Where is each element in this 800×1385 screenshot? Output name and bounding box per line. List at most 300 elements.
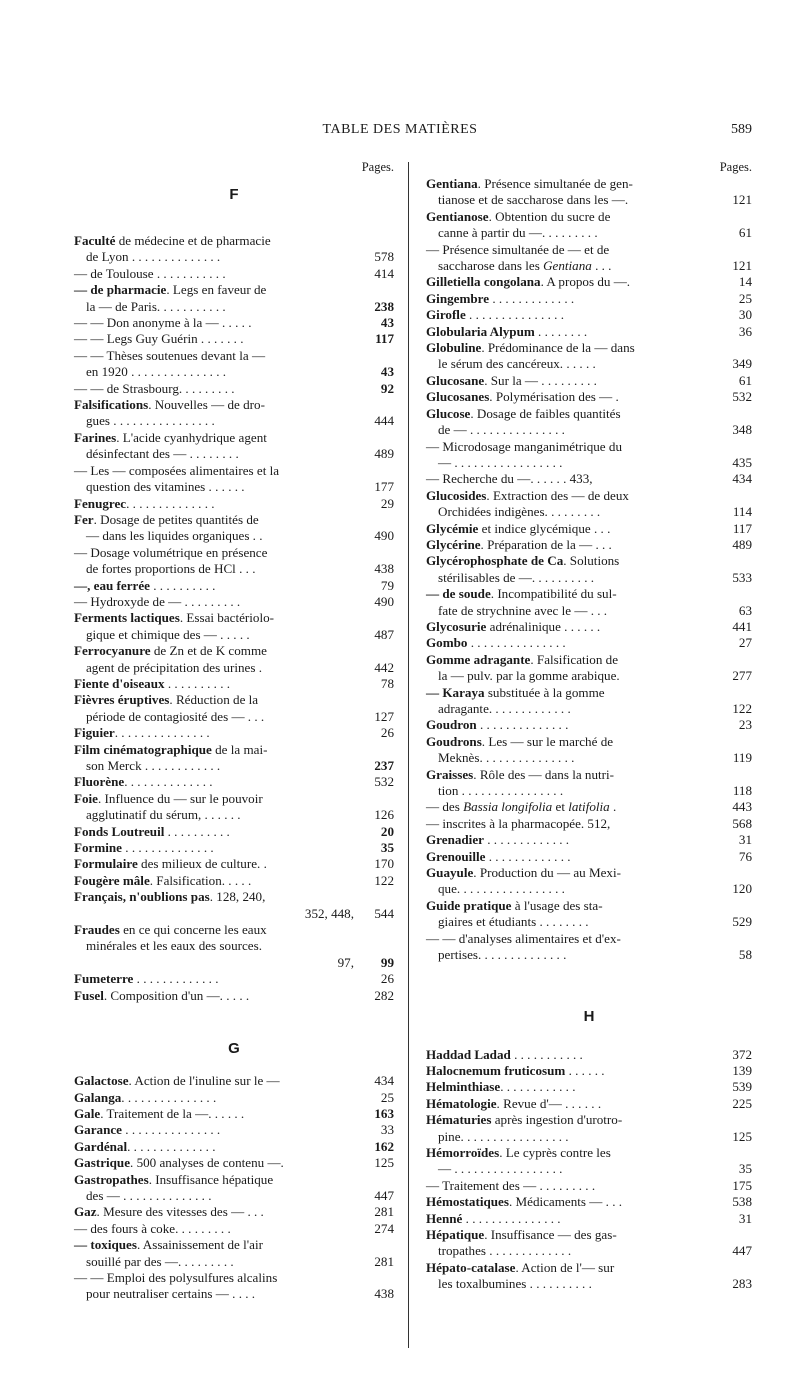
entry-keyword: Gastropathes (74, 1171, 149, 1187)
page-ref: 43 (380, 315, 394, 331)
entry-keyword: Gomme adragante (426, 651, 531, 667)
entry-text: gues . . . . . . . . . . . . . . . . (86, 413, 215, 429)
entry-line (74, 299, 354, 315)
page-ref: 225 (732, 1095, 752, 1111)
entry-keyword: Girofle (426, 307, 466, 323)
entry-line (74, 282, 354, 298)
page-ref: 126 (374, 807, 394, 823)
entry-text: . Solutions (563, 553, 620, 569)
index-entry (74, 692, 394, 725)
section-letter: G (228, 1040, 240, 1058)
entry-keyword: Fenugrec (74, 495, 127, 511)
page-ref: 125 (732, 1128, 752, 1144)
entry-keyword: Galanga (74, 1089, 122, 1105)
index-entry (74, 1172, 394, 1205)
index-entry (426, 1211, 752, 1227)
page-ref: 78 (380, 675, 394, 691)
entry-line (426, 652, 712, 668)
entry-keyword: Hématologie (426, 1095, 497, 1111)
entry-line (426, 668, 712, 684)
entry-text: les toxalbumines . . . . . . . . . . (438, 1276, 592, 1292)
entry-line (74, 988, 354, 1004)
page-ref: 119 (732, 750, 752, 766)
column-divider (408, 162, 409, 1348)
entry-line (426, 504, 712, 520)
page-ref: 120 (732, 881, 752, 897)
entry-text: . . . . . . . . . . . . . . (122, 840, 214, 856)
entry-text: après ingestion d'urotro- (491, 1112, 623, 1128)
index-entry (426, 488, 752, 521)
entry-keyword: Guayule (426, 865, 474, 881)
index-entry (426, 553, 752, 586)
page-number: 589 (731, 122, 752, 137)
entry-text: en ce qui concerne les eaux (119, 922, 267, 938)
entry-line (74, 1139, 354, 1155)
page-ref: 532 (732, 389, 752, 405)
entry-keyword: Graisses (426, 766, 474, 782)
index-entry (426, 1063, 752, 1079)
entry-text: — Hydroxyde de — . . . . . . . . . (74, 593, 241, 609)
page-ref: 487 (374, 626, 394, 642)
entry-line (426, 537, 712, 553)
entry-text: . Dosage de petites quantités de (93, 511, 259, 527)
page-ref: 117 (375, 331, 394, 347)
entry-text: . Réduction de la (169, 692, 259, 708)
entry-text: . Influence du — sur le pouvoir (98, 790, 263, 806)
page-ref: 282 (374, 987, 394, 1003)
entry-line (426, 701, 712, 717)
pages-label: Pages. (361, 160, 394, 174)
entry-keyword: Fraudes (74, 922, 120, 938)
entry-text: . Essai bactériolo- (179, 610, 274, 626)
entry-keyword: — de soude (426, 586, 491, 602)
entry-text: que. . . . . . . . . . . . . . . . . (438, 881, 565, 897)
page-ref: 122 (732, 701, 752, 716)
entry-text: . . . . . . . . . . . . . . (127, 1138, 216, 1154)
index-entry (426, 619, 752, 635)
entry-text: pour neutraliser certains — . . . . (86, 1286, 256, 1302)
entry-keyword: Gastrique (74, 1155, 131, 1171)
entry-text: . . . . . . . . . . . . . . . (467, 635, 566, 651)
entry-text: fate de strychnine avec le — . . . (438, 602, 608, 618)
entry-text: . Préparation de la — . . . (480, 536, 612, 552)
entry-line (74, 528, 354, 544)
entry-keyword: Henné (426, 1210, 463, 1226)
page-ref: 283 (732, 1276, 752, 1292)
entry-keyword: Falsifications (74, 397, 149, 413)
index-entry (74, 463, 394, 496)
index-entry (426, 176, 752, 209)
index-entry (74, 856, 394, 872)
entry-line (74, 463, 354, 479)
entry-keyword: Hématuries (426, 1112, 492, 1128)
index-entry (426, 439, 752, 472)
entry-text: tianose et de saccharose dans les —. (438, 192, 629, 208)
entry-text: son Merck . . . . . . . . . . . . (86, 758, 221, 773)
entry-line (426, 898, 712, 914)
entry-line (74, 1073, 354, 1089)
entry-line (426, 439, 712, 455)
page-ref: 281 (374, 1204, 394, 1220)
index-entry (74, 1237, 394, 1270)
entry-text: . Falsification de (530, 651, 619, 667)
page-ref: 35 (380, 840, 394, 856)
entry-text: des milieux de culture. . (137, 856, 267, 872)
entry-line (426, 619, 712, 635)
entry-keyword: Foie (74, 790, 98, 806)
page-ref: 529 (732, 914, 752, 930)
entry-text: — . . . . . . . . . . . . . . . . . (438, 454, 563, 470)
entry-text: — Les — composées alimentaires et la (74, 462, 280, 478)
entry-text: souillé par des —. . . . . . . . . (86, 1253, 234, 1269)
entry-line (74, 430, 354, 446)
page-ref: 489 (374, 446, 394, 462)
entry-line (426, 324, 712, 340)
entry-text: . Action de l'inuline sur le — (128, 1073, 280, 1089)
entry-text: . Prédominance de la — dans (481, 340, 635, 356)
index-entry (74, 1139, 394, 1155)
entry-text: . 128, 240, (209, 889, 266, 905)
entry-line (426, 422, 712, 438)
entry-line (74, 594, 354, 610)
entry-keyword: Grenadier (426, 832, 484, 848)
entry-keyword: Fonds Loutreuil (74, 823, 165, 839)
entry-text: giaires et étudiants . . . . . . . . (438, 914, 589, 930)
entry-keyword: Gardénal (74, 1138, 128, 1154)
entry-text: . Incompatibilité du sul- (490, 586, 617, 602)
index-entry (74, 988, 394, 1004)
entry-keyword: Gentianose (426, 208, 489, 224)
entry-text: adragante. . . . . . . . . . . . . (438, 701, 571, 716)
index-entry (426, 799, 752, 815)
index-entry (426, 521, 752, 537)
page-ref: 237 (374, 758, 394, 773)
entry-text: — — Don anonyme à la — . . . . . (74, 315, 252, 331)
index-entry (74, 594, 394, 610)
entry-keyword: Helminthiase (426, 1079, 501, 1095)
entry-keyword: Goudrons (426, 733, 482, 749)
entry-keyword: Hémostatiques (426, 1194, 509, 1210)
index-entry (426, 1145, 752, 1178)
entry-line (74, 873, 354, 889)
entry-line (426, 570, 712, 586)
entry-text: . Extraction des — de deux (486, 487, 629, 503)
entry-text: . . . . . . . . . . . . . . . (114, 725, 210, 741)
entry-text: désinfectant des — . . . . . . . . (86, 446, 239, 462)
entry-text: et indice glycémique . . . (478, 520, 611, 536)
page-ref: 114 (732, 504, 752, 520)
entry-text: adrénalinique . . . . . . (486, 618, 601, 634)
entry-text: . Production du — au Mexi- (473, 865, 621, 881)
entry-keyword: —, eau ferrée (74, 577, 150, 593)
entry-line (74, 496, 354, 512)
entry-line (426, 521, 712, 537)
page-header (0, 122, 800, 142)
page-ref: 438 (374, 1286, 394, 1302)
index-entry (426, 1227, 752, 1260)
entry-keyword: Glucosanes (426, 389, 490, 405)
entry-text: canne à partir du —. . . . . . . . . (438, 225, 598, 241)
entry-text: . Composition d'un —. . . . . (103, 987, 250, 1003)
entry-line (426, 1063, 712, 1079)
index-entry (426, 685, 752, 718)
entry-line (74, 578, 354, 594)
page-ref: 63 (738, 602, 752, 618)
index-entry (426, 898, 752, 931)
index-entry (74, 1221, 394, 1237)
entry-keyword: Gingembre (426, 290, 490, 306)
entry-text: . (609, 799, 617, 815)
entry-line (74, 1254, 354, 1270)
page-ref: 25 (380, 1089, 394, 1105)
entry-line (426, 1079, 712, 1095)
entry-text: Meknès. . . . . . . . . . . . . . . (438, 750, 575, 766)
entry-keyword: Glucose (426, 405, 471, 421)
entry-keyword: Fumeterre (74, 971, 134, 987)
entry-line (426, 1178, 712, 1194)
entry-text: tion . . . . . . . . . . . . . . . . (438, 783, 564, 799)
entry-line (74, 725, 354, 741)
index-entry (74, 824, 394, 840)
entry-line (426, 914, 712, 930)
entry-text: minérales et les eaux des sources. (86, 938, 262, 954)
entry-line (74, 561, 354, 577)
entry-text: . Sur la — . . . . . . . . . (484, 372, 597, 388)
entry-text: . . . . . . . . . . . . . . (124, 774, 213, 790)
entry-text: . . . . . . . . . . . . . . (126, 495, 215, 511)
entry-line (426, 1096, 712, 1112)
entry-text: . . . . . . . . . . . . . (485, 848, 571, 864)
entry-text: le sérum des cancéreux. . . . . . (438, 356, 596, 372)
entry-text: . Présence simultanée de gen- (477, 176, 633, 191)
entry-text: . Action de l'— sur (515, 1259, 615, 1275)
page-ref: 121 (732, 258, 752, 274)
page-ref: 175 (732, 1177, 752, 1193)
page-ref: 29 (380, 495, 394, 511)
entry-line (426, 931, 712, 947)
entry-line (426, 274, 712, 290)
entry-line (74, 692, 354, 708)
entry-line (426, 488, 712, 504)
entry-text: . Insuffisance hépatique (148, 1171, 274, 1187)
entry-keyword: Fièvres éruptives (74, 692, 170, 708)
left-column (74, 158, 394, 1303)
entry-keyword: Gaz (74, 1204, 97, 1220)
entry-text: — . . . . . . . . . . . . . . . . . (438, 1161, 563, 1177)
entry-keyword: Halocnemum fruticosum (426, 1062, 566, 1078)
entry-text: agent de précipitation des urines . (86, 659, 262, 675)
entry-line (74, 1270, 354, 1286)
entry-line (74, 364, 354, 380)
entry-keyword: Farines (74, 429, 117, 445)
index-entry (74, 282, 394, 315)
entry-keyword: Glycérine (426, 536, 481, 552)
page-ref: 441 (732, 618, 752, 634)
entry-line (426, 1129, 712, 1145)
entry-line (426, 242, 712, 258)
index-entry (426, 389, 752, 405)
entry-line (74, 856, 354, 872)
index-entry (74, 331, 394, 347)
page-ref: 125 (374, 1155, 394, 1171)
pages-label: Pages. (719, 160, 752, 174)
entry-line (74, 1221, 354, 1237)
entry-text: . Médicaments — . . . (508, 1194, 623, 1210)
entry-text: . . . . . . . . . . . . . . . (121, 1089, 217, 1105)
page-ref: 444 (374, 413, 394, 429)
page-ref: 162 (374, 1138, 394, 1154)
entry-line (426, 586, 712, 602)
page-ref: 20 (380, 823, 394, 839)
entry-text: . Traitement de la —. . . . . . (100, 1105, 245, 1121)
page-ref: 30 (738, 307, 752, 323)
entry-line (74, 1172, 354, 1188)
entry-keyword: Fusel (74, 987, 104, 1003)
running-title: TABLE DES MATIÈRES (322, 122, 478, 137)
entry-text: des — . . . . . . . . . . . . . . (86, 1187, 212, 1203)
page-ref: 447 (732, 1243, 752, 1259)
index-entry (74, 1270, 394, 1303)
page-ref: 490 (374, 593, 394, 609)
entry-text: . . . . . . . . . . (164, 675, 231, 691)
entry-keyword: Hémorroïdes (426, 1144, 500, 1160)
index-entry (74, 496, 394, 512)
entry-keyword: Fer (74, 511, 94, 527)
entry-line (426, 717, 712, 733)
entry-keyword: Globularia Alypum (426, 323, 535, 339)
index-entry (74, 1204, 394, 1220)
entry-keyword: Goudron (426, 717, 477, 733)
entry-keyword: Guide pratique (426, 897, 512, 913)
entry-keyword: Français, n'oublions pas (74, 889, 210, 905)
entry-text: à l'usage des sta- (511, 897, 603, 913)
entry-line (426, 1227, 712, 1243)
entry-line (74, 971, 354, 987)
entry-text: — Dosage volumétrique en présence (74, 544, 268, 560)
page-ref: 26 (380, 971, 394, 987)
index-entry (74, 430, 394, 463)
index-entry (426, 717, 752, 733)
entry-text: . . . . . . . . . . . . . . . (462, 1210, 561, 1226)
page-ref: 539 (732, 1079, 752, 1095)
page-ref: 538 (732, 1194, 752, 1210)
entry-keyword: Formine (74, 840, 122, 856)
entry-keyword: Fiente d'oiseaux (74, 675, 165, 691)
page-ref: 274 (374, 1220, 394, 1236)
entry-text: pine. . . . . . . . . . . . . . . . . (438, 1128, 569, 1144)
page-ref: 447 (374, 1187, 394, 1203)
entry-text: — inscrites à la pharmacopée. 512, (426, 815, 611, 831)
entry-text: . L'acide cyanhydrique agent (116, 429, 267, 445)
index-entry (426, 340, 752, 373)
entry-text: — dans les liquides organiques . . (86, 528, 263, 544)
page-ref: 122 (374, 872, 394, 888)
index-entry (426, 1112, 752, 1145)
index-entry (74, 1155, 394, 1171)
entry-text: . Insuffisance — des gas- (484, 1226, 617, 1242)
entry-text: 352, 448, (304, 905, 354, 921)
entry-keyword: Galactose (74, 1073, 129, 1089)
entry-line (74, 397, 354, 413)
entry-text: — Recherche du —. . . . . . 433, (426, 471, 593, 487)
index-entry (74, 643, 394, 676)
entry-line (426, 389, 712, 405)
entry-line (74, 824, 354, 840)
entry-line (74, 627, 354, 643)
entry-line (74, 922, 354, 938)
index-entry (426, 586, 752, 619)
entry-line (74, 742, 354, 758)
entry-text: . . . . . . . . . . . . (500, 1079, 576, 1095)
page-ref: 76 (738, 848, 752, 864)
entry-line (74, 791, 354, 807)
index-entry (74, 742, 394, 775)
entry-line (74, 1204, 354, 1220)
page-ref: 177 (374, 479, 394, 495)
entry-text: saccharose dans les (438, 258, 544, 274)
index-entry (426, 373, 752, 389)
page-ref: 281 (374, 1253, 394, 1269)
entry-text: — — d'analyses alimentaires et d'ex- (426, 930, 621, 946)
entry-text: — — Emploi des polysulfures alcalins (74, 1269, 278, 1285)
index-entry (426, 537, 752, 553)
index-entry (426, 242, 752, 275)
right-column (426, 158, 752, 1293)
page-ref: 277 (732, 668, 752, 684)
entry-text: la — de Paris. . . . . . . . . . . (86, 298, 226, 314)
entry-text: . . . . . . . . . . . . . . (476, 717, 569, 733)
entry-text: de Zn et de K comme (150, 643, 267, 659)
entry-text: . 500 analyses de contenu —. (130, 1155, 284, 1171)
entry-line (74, 413, 354, 429)
entry-line (426, 1211, 712, 1227)
index-entry (426, 324, 752, 340)
entry-keyword: Faculté (74, 233, 116, 248)
index-entry (426, 832, 752, 848)
index-entry (74, 922, 394, 971)
entry-keyword: — Karaya (426, 684, 485, 700)
entry-keyword: Glucosane (426, 372, 485, 388)
entry-text: gique et chimique des — . . . . . (86, 626, 250, 642)
entry-line (74, 446, 354, 462)
page-ref: 544 (374, 905, 394, 921)
entry-text: . Les — sur le marché de (481, 733, 614, 749)
page-ref: 434 (374, 1073, 394, 1089)
entry-line (74, 512, 354, 528)
entry-italic: Bassia longifolia (463, 799, 553, 815)
entry-text: — Traitement des — . . . . . . . . . (426, 1177, 596, 1193)
index-entry (74, 840, 394, 856)
entry-keyword: Gale (74, 1105, 101, 1121)
page-ref: 79 (380, 577, 394, 593)
page-ref: 438 (374, 561, 394, 577)
entry-line (426, 340, 712, 356)
index-entry (426, 865, 752, 898)
entry-line (74, 1090, 354, 1106)
entry-text: substituée à la gomme (484, 684, 605, 700)
entry-text: agglutinatif du sérum, . . . . . . (86, 807, 241, 823)
entry-keyword: — de pharmacie (74, 282, 167, 298)
entry-text: période de contagiosité des — . . . (86, 708, 265, 724)
entry-line (74, 643, 354, 659)
entry-keyword: Ferrocyanure (74, 643, 151, 659)
entry-line (74, 610, 354, 626)
entry-keyword: Glycérophosphate de Ca (426, 553, 564, 569)
entry-keyword: Glycosurie (426, 618, 487, 634)
entry-line (426, 455, 712, 471)
entry-line (426, 209, 712, 225)
page-ref: 435 (732, 454, 752, 470)
